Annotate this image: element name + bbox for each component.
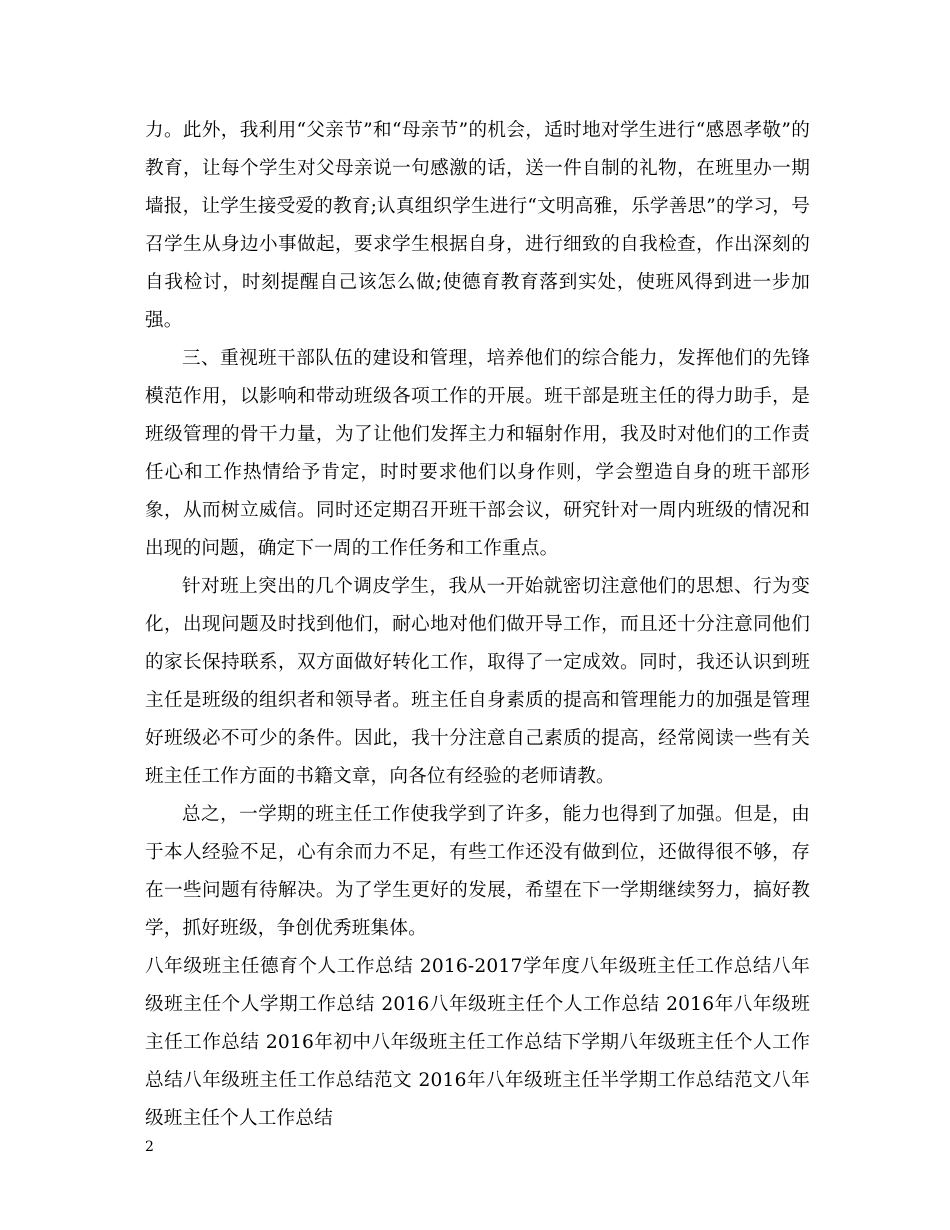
- page-number: 2: [145, 1139, 154, 1155]
- paragraph-naughty-students: 针对班上突出的几个调皮学生，我从一开始就密切注意他们的思想、行为变化，出现问题及时找到他们，耐心地对他们做开导工作，而且还十分注意同他们的家长保持联系，双方面做好转化工作，取得了一定成效。同时，我还认识到班主任是班级的组织者和领导者。班主任自身素质的提高和管理能力的加强是管理好班级必不可少的条件。因此，我十分注意自己素质的提高，经常阅读一些有关班主任工作方面的书籍文章，向各位有经验的老师请教。: [145, 576, 810, 787]
- paragraph-summary: 总之，一学期的班主任工作使我学到了许多，能力也得到了加强。但是，由于本人经验不足，心有余而力不足，有些工作还没有做到位，还做得很不够，存在一些问题有待解决。为了学生更好的发展，希望在下一学期继续努力，搞好教学，抓好班级，争创优秀班集体。: [145, 804, 810, 939]
- related-titles: 八年级班主任德育个人工作总结 2016-2017学年度八年级班主任工作总结八年级班主任个人学期工作总结 2016八年级班主任个人工作总结 2016年八年级班主任工作总结 2016年初中八年级班主任工作总结下学期八年级班主任个人工作总结八年级班主任工作总结范文 2016年八年级班主任半学期工作总结范文八年级班主任个人工作总结: [145, 956, 810, 1129]
- document-body: [145, 112, 810, 1138]
- paragraph-continued: 力。此外，我利用“父亲节”和“母亲节”的机会，适时地对学生进行“感恩孝敬”的教育，让每个学生对父母亲说一句感激的话，送一件自制的礼物，在班里办一期墙报，让学生接受爱的教育;认真组织学生进行“文明高雅，乐学善思”的学习，号召学生从身边小事做起，要求学生根据自身，进行细致的自我检查，作出深刻的自我检讨，时刻提醒自己该怎么做;使德育教育落到实处，使班风得到进一步加强。: [145, 120, 810, 331]
- paragraph-class-cadres: 三、重视班干部队伍的建设和管理，培养他们的综合能力，发挥他们的先锋模范作用，以影响和带动班级各项工作的开展。班干部是班主任的得力助手，是班级管理的骨干力量，为了让他们发挥主力和辐射作用，我及时对他们的工作责任心和工作热情给予肯定，时时要求他们以身作则，学会塑造自身的班干部形象，从而树立威信。同时还定期召开班干部会议，研究针对一周内班级的情况和出现的问题，确定下一周的工作任务和工作重点。: [145, 348, 810, 559]
